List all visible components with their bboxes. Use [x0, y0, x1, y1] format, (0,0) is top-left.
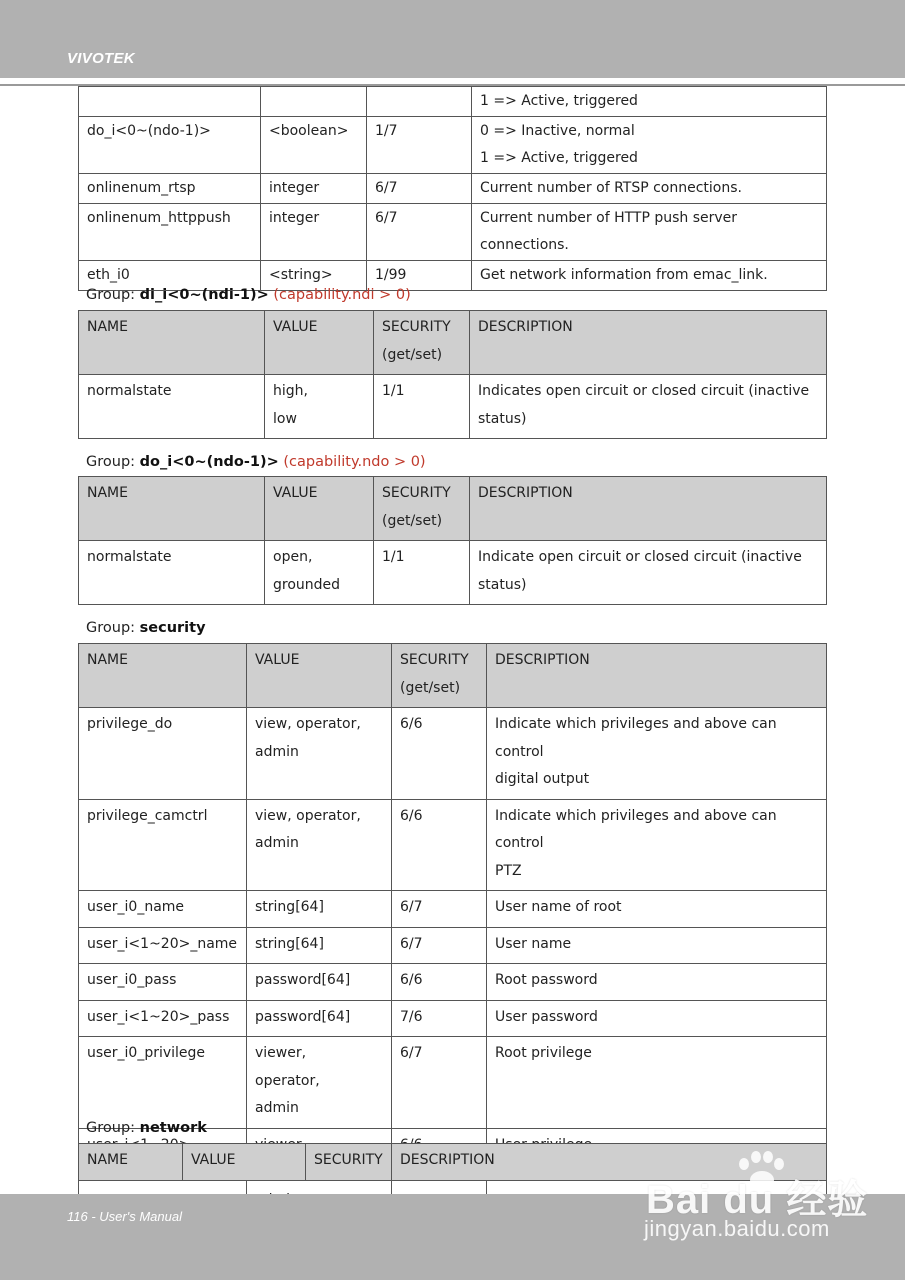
table-cell: 1/1 [374, 541, 470, 605]
table-cell [79, 87, 261, 117]
table-cell: password[64] [247, 1000, 392, 1037]
table-cell: User name of root [487, 891, 827, 928]
table-cell: Current number of HTTP push server connections. [472, 204, 827, 261]
column-header: SECURITY (get/set) [374, 311, 470, 375]
column-header: DESCRIPTION [392, 1144, 827, 1181]
table-cell: onlinenum_rtsp [79, 174, 261, 204]
table-cell: Indicate which privileges and above can control digital output [487, 708, 827, 800]
table-row [79, 204, 827, 261]
table-row [79, 1000, 827, 1037]
table-continued [78, 86, 827, 291]
brand-logo: VIVOTEK [67, 50, 135, 67]
table-cell: Root password [487, 964, 827, 1001]
page-number: 116 - User's Manual [67, 1209, 182, 1224]
column-header: VALUE [247, 644, 392, 708]
group-prefix: Group: [86, 454, 140, 470]
table-cell: integer [261, 174, 367, 204]
table-cell: normalstate [79, 375, 265, 439]
table-cell: 6/7 [367, 204, 472, 261]
table-cell: 1/1 [374, 375, 470, 439]
table-cell: view, operator, admin [247, 799, 392, 891]
group-title-do [86, 454, 426, 470]
watermark-sub: jingyan.baidu.com [644, 1216, 830, 1241]
table-cell: Indicate which privileges and above can control PTZ [487, 799, 827, 891]
table-row [79, 541, 827, 605]
table-cell: onlinenum_httppush [79, 204, 261, 261]
watermark [640, 1150, 880, 1250]
table-cell: Indicates open circuit or closed circuit (inactive status) [470, 375, 827, 439]
table-cell: 6/6 [392, 799, 487, 891]
table-cell: <string> [261, 261, 367, 291]
table-cell: user_i<1~20>_pass [79, 1000, 247, 1037]
table-cell: 6/7 [392, 1037, 487, 1129]
table-row [79, 891, 827, 928]
column-header: VALUE [183, 1144, 306, 1181]
table-cell: viewer, operator, admin [247, 1037, 392, 1129]
table-cell: eth_i0 [79, 261, 261, 291]
column-header: DESCRIPTION [470, 477, 827, 541]
table-cell: privilege_do [79, 708, 247, 800]
table-cell: string[64] [247, 891, 392, 928]
table-do [78, 476, 827, 605]
column-header: DESCRIPTION [487, 644, 827, 708]
table-cell: integer [261, 204, 367, 261]
table-cell: Root privilege [487, 1037, 827, 1129]
table-cell: 6/7 [392, 891, 487, 928]
table-cell: User name [487, 927, 827, 964]
header-bar [0, 0, 905, 78]
table-cell: do_i<0~(ndo-1)> [79, 117, 261, 174]
table-cell: Indicate open circuit or closed circuit (inactive status) [470, 541, 827, 605]
column-header: SECURITY (get/set) [392, 644, 487, 708]
column-header: VALUE [265, 311, 374, 375]
table-cell: 6/7 [367, 174, 472, 204]
group-name: network [139, 1120, 207, 1136]
table-cell: Current number of RTSP connections. [472, 174, 827, 204]
group-title-network [86, 1120, 207, 1136]
group-name: di_i<0~(ndi-1)> [139, 287, 269, 303]
watermark-main: Bai du 经验 [646, 1178, 869, 1222]
table-cell: privilege_camctrl [79, 799, 247, 891]
column-header: DESCRIPTION [470, 311, 827, 375]
column-header: NAME [79, 311, 265, 375]
table-cell: 7/6 [392, 1000, 487, 1037]
column-header: SECURITY [306, 1144, 392, 1181]
group-title-security [86, 620, 206, 636]
group-capability: (capability.ndo > 0) [283, 454, 426, 470]
table-cell: 0 => Inactive, normal 1 => Active, triggered [472, 117, 827, 174]
group-name: security [139, 620, 206, 636]
group-prefix: Group: [86, 287, 140, 303]
table-cell: 6/6 [392, 964, 487, 1001]
table-cell: user_i0_privilege [79, 1037, 247, 1129]
group-name: do_i<0~(ndo-1)> [139, 454, 279, 470]
column-header: VALUE [265, 477, 374, 541]
table-row [79, 964, 827, 1001]
group-capability: (capability.ndi > 0) [273, 287, 411, 303]
table-header-row [79, 311, 827, 375]
table-cell: high, low [265, 375, 374, 439]
group-prefix: Group: [86, 620, 140, 636]
table-cell: 6/6 [392, 708, 487, 800]
table-cell: Get network information from emac_link. [472, 261, 827, 291]
table-header-row [79, 644, 827, 708]
column-header: NAME [79, 1144, 183, 1181]
table-cell: <boolean> [261, 117, 367, 174]
table-cell: password[64] [247, 964, 392, 1001]
table-cell: user_i0_pass [79, 964, 247, 1001]
table-cell: string[64] [247, 927, 392, 964]
table-cell: view, operator, admin [247, 708, 392, 800]
table-cell: normalstate [79, 541, 265, 605]
table-row [79, 708, 827, 800]
table-row [79, 1037, 827, 1129]
table-cell [261, 87, 367, 117]
column-header: SECURITY (get/set) [374, 477, 470, 541]
table-header-row [79, 477, 827, 541]
table-cell [367, 87, 472, 117]
table-cell: User password [487, 1000, 827, 1037]
column-header: NAME [79, 477, 265, 541]
group-prefix: Group: [86, 1120, 140, 1136]
table-row [79, 261, 827, 291]
table-row [79, 799, 827, 891]
table-row [79, 87, 827, 117]
table-cell: user_i<1~20>_name [79, 927, 247, 964]
table-cell: 6/7 [392, 927, 487, 964]
table-cell: 1/99 [367, 261, 472, 291]
table-cell: 1 => Active, triggered [472, 87, 827, 117]
table-row [79, 375, 827, 439]
table-row [79, 117, 827, 174]
table-cell: 1/7 [367, 117, 472, 174]
table-row [79, 174, 827, 204]
table-cell: user_i0_name [79, 891, 247, 928]
table-di [78, 310, 827, 439]
group-title-di [86, 287, 411, 303]
table-cell: open, grounded [265, 541, 374, 605]
column-header: NAME [79, 644, 247, 708]
table-row [79, 927, 827, 964]
